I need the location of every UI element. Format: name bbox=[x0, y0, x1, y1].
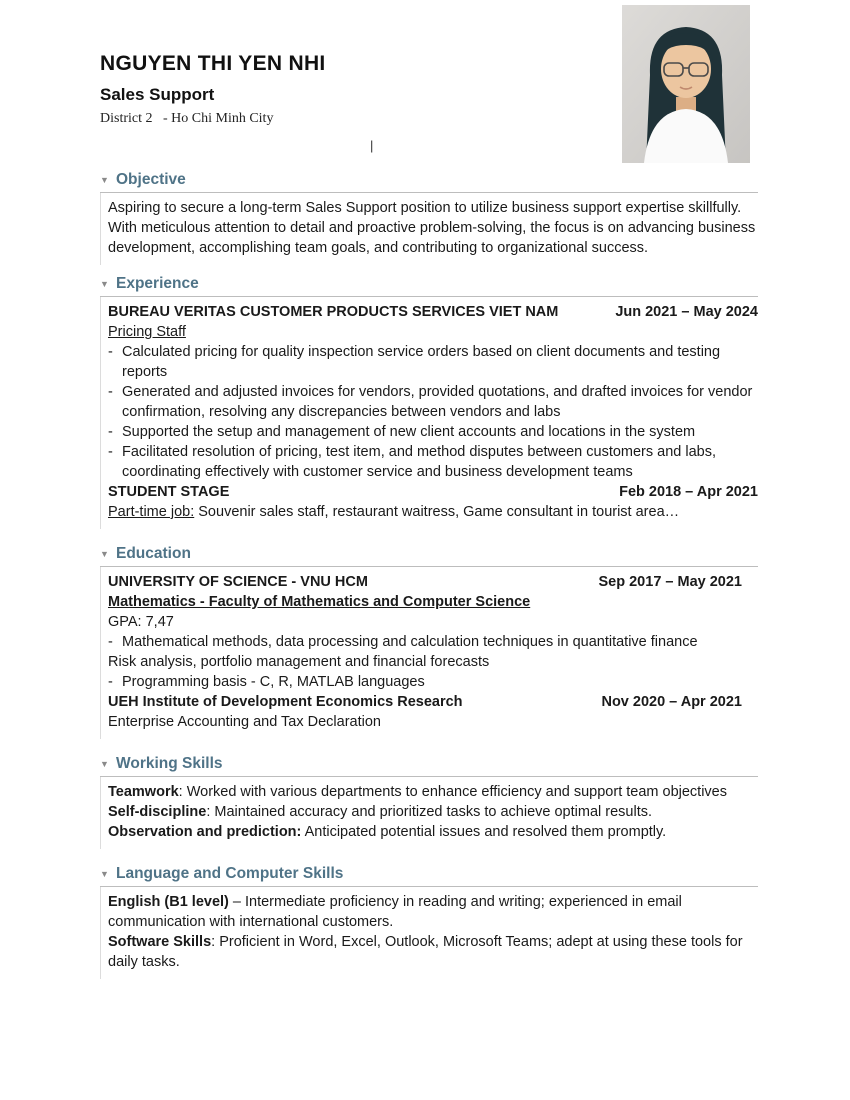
profile-photo bbox=[622, 5, 750, 163]
bullet-text: Supported the setup and management of new client accounts and locations in the system bbox=[122, 424, 696, 440]
contact-separator: | bbox=[370, 138, 374, 153]
experience-heading-row bbox=[100, 274, 758, 297]
resume-header bbox=[100, 52, 600, 153]
candidate-location: District 2 - Ho Chi Minh City bbox=[100, 111, 274, 126]
skill-text: : Maintained accuracy and prioritized tasks to achieve optimal results. bbox=[206, 804, 652, 820]
job-dates: Feb 2018 – Apr 2021 bbox=[619, 484, 758, 500]
section-title: Working Skills bbox=[116, 755, 223, 772]
company-name: STUDENT STAGE bbox=[108, 484, 230, 500]
working-skills-body bbox=[100, 777, 758, 849]
skill-label: Software Skills bbox=[108, 934, 212, 950]
job-role-text: Pricing Staff bbox=[108, 324, 186, 340]
bullet-text: Calculated pricing for quality inspection service orders based on client documents and testing reports bbox=[122, 344, 721, 380]
collapse-triangle-icon[interactable]: ▼ bbox=[100, 278, 109, 289]
education-body bbox=[100, 567, 758, 739]
job-header bbox=[108, 482, 758, 502]
bullet-marker: - bbox=[108, 344, 113, 360]
education-header bbox=[108, 572, 758, 592]
section-working-skills bbox=[100, 754, 758, 849]
resume-content bbox=[100, 170, 758, 979]
skill-label: Observation and prediction: bbox=[108, 824, 302, 840]
education-dates: Sep 2017 – May 2021 bbox=[598, 574, 742, 590]
candidate-name: NGUYEN THI YEN NHI bbox=[100, 52, 326, 75]
skill-text: : Worked with various departments to enhance efficiency and support team objectives bbox=[178, 784, 728, 800]
skill-label: Teamwork bbox=[108, 784, 179, 800]
school-name: UNIVERSITY OF SCIENCE - VNU HCM bbox=[108, 574, 368, 590]
collapse-triangle-icon[interactable]: ▼ bbox=[100, 868, 109, 879]
bullet-marker: - bbox=[108, 674, 113, 690]
job-role-label: Part-time job: bbox=[108, 504, 195, 520]
skill-item bbox=[108, 932, 758, 972]
gpa-line: GPA: 7,47 bbox=[108, 614, 174, 630]
bullet-text: Mathematical methods, data processing and calculation techniques in quantitative finance bbox=[122, 634, 698, 650]
skill-item bbox=[108, 782, 758, 802]
job-dates: Jun 2021 – May 2024 bbox=[615, 304, 758, 320]
education-description: Enterprise Accounting and Tax Declaration bbox=[108, 714, 381, 730]
collapse-triangle-icon[interactable]: ▼ bbox=[100, 174, 109, 185]
bullet-text: Programming basis - C, R, MATLAB languages bbox=[122, 674, 425, 690]
education-dates: Nov 2020 – Apr 2021 bbox=[601, 694, 742, 710]
skill-item bbox=[108, 802, 758, 822]
skill-item bbox=[108, 892, 758, 932]
bullet-item bbox=[108, 342, 758, 382]
language-skills-heading-row bbox=[100, 864, 758, 887]
section-title: Language and Computer Skills bbox=[116, 865, 344, 882]
objective-text: Aspiring to secure a long-term Sales Support position to utilize business support expertise skillfully. With meticulous attention to detail and proactive problem-solving, the focus is on advancing business development, accomplishing team goals, and contributing to organizational success. bbox=[108, 200, 756, 256]
bullet-text: Generated and adjusted invoices for vendors, provided quotations, and drafted invoices for vendor confirmation, resolving any discrepancies between vendors and labs bbox=[122, 384, 753, 420]
collapse-triangle-icon[interactable]: ▼ bbox=[100, 758, 109, 769]
section-title: Education bbox=[116, 545, 191, 562]
education-major bbox=[108, 592, 758, 612]
section-education bbox=[100, 544, 758, 739]
candidate-job-title: Sales Support bbox=[100, 85, 215, 104]
section-language-skills bbox=[100, 864, 758, 979]
skill-label: English (B1 level) bbox=[108, 894, 229, 910]
bullet-marker: - bbox=[108, 384, 113, 400]
bullet-item bbox=[108, 442, 758, 482]
education-header bbox=[108, 692, 758, 712]
skill-text: : Proficient in Word, Excel, Outlook, Microsoft Teams; adept at using these tools for daily tasks. bbox=[108, 934, 743, 970]
section-experience bbox=[100, 274, 758, 529]
bullet-marker: - bbox=[108, 444, 113, 460]
skill-label: Self-discipline bbox=[108, 804, 207, 820]
job-header bbox=[108, 302, 758, 322]
education-heading-row bbox=[100, 544, 758, 567]
bullet-item bbox=[108, 632, 758, 652]
school-name: UEH Institute of Development Economics Research bbox=[108, 694, 463, 710]
bullet-item bbox=[108, 422, 758, 442]
skill-text: Anticipated potential issues and resolved them promptly. bbox=[301, 824, 667, 840]
section-title: Objective bbox=[116, 171, 186, 188]
bullet-item bbox=[108, 382, 758, 422]
education-line: Risk analysis, portfolio management and financial forecasts bbox=[108, 654, 490, 670]
collapse-triangle-icon[interactable]: ▼ bbox=[100, 548, 109, 559]
experience-body bbox=[100, 297, 758, 529]
section-objective bbox=[100, 170, 758, 265]
bullet-item bbox=[108, 672, 758, 692]
company-name: BUREAU VERITAS CUSTOMER PRODUCTS SERVICES VIET NAM bbox=[108, 304, 559, 320]
language-skills-body bbox=[100, 887, 758, 979]
working-skills-heading-row bbox=[100, 754, 758, 777]
skill-item bbox=[108, 822, 758, 842]
objective-body bbox=[100, 193, 758, 265]
job-role-detail: Souvenir sales staff, restaurant waitress, Game consultant in tourist area… bbox=[194, 504, 680, 520]
section-title: Experience bbox=[116, 275, 199, 292]
education-major-text: Mathematics - Faculty of Mathematics and Computer Science bbox=[108, 594, 531, 610]
job-role bbox=[108, 322, 758, 342]
bullet-marker: - bbox=[108, 634, 113, 650]
skill-text: – Intermediate proficiency in reading and writing; experienced in email communication with international customers. bbox=[108, 894, 682, 930]
profile-photo-image bbox=[622, 5, 750, 163]
objective-heading-row bbox=[100, 170, 758, 193]
job-role bbox=[108, 502, 758, 522]
bullet-marker: - bbox=[108, 424, 113, 440]
bullet-text: Facilitated resolution of pricing, test item, and method disputes between customers and labs, coordinating effectively with customer service and business development teams bbox=[122, 444, 717, 480]
